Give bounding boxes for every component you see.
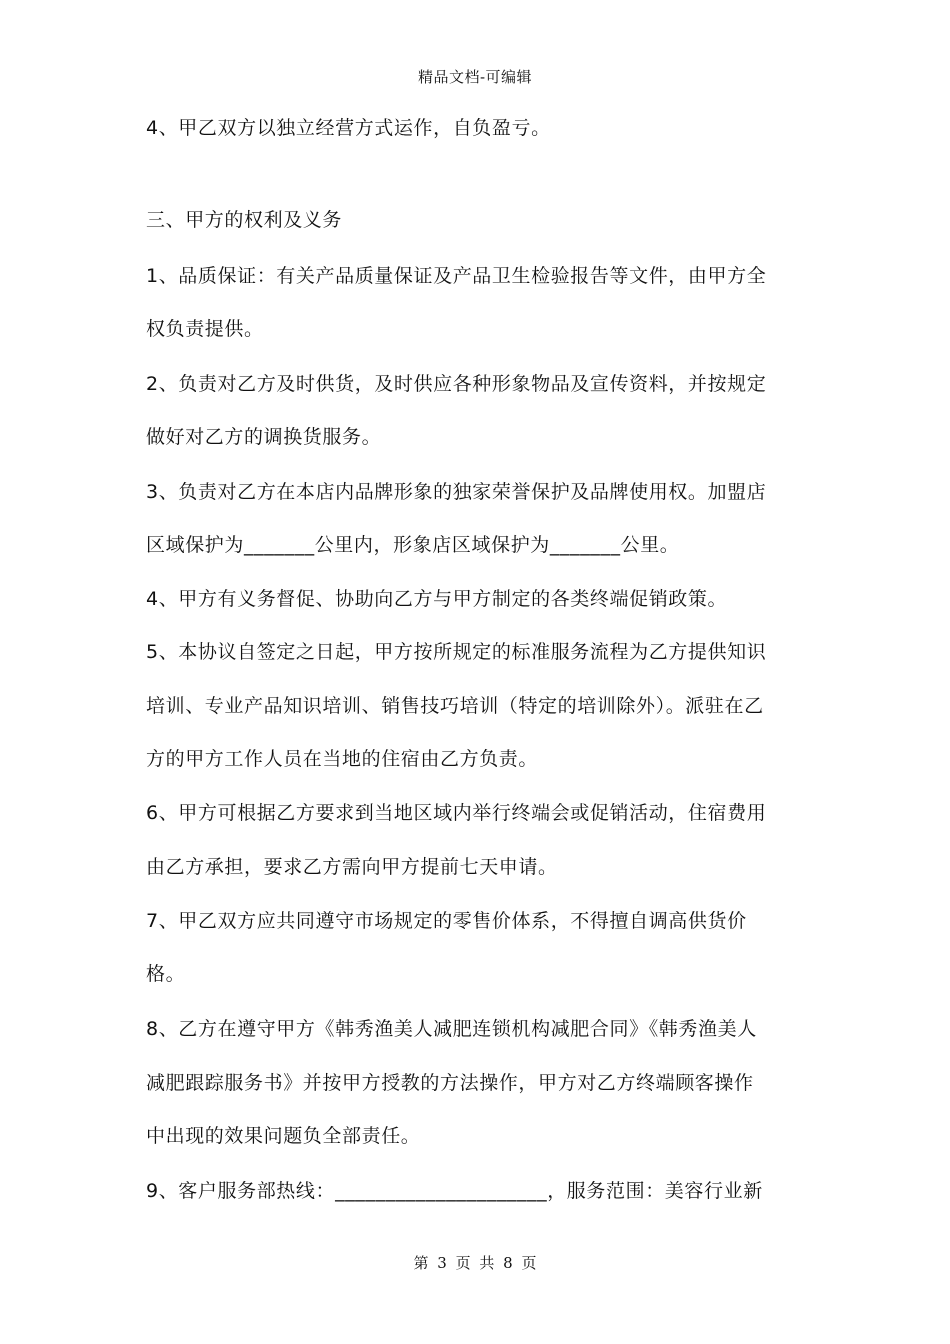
text-line: 1、品质保证：有关产品质量保证及产品卫生检验报告等文件，由甲方全 xyxy=(146,265,767,287)
text-line: 5、本协议自签定之日起，甲方按所规定的标准服务流程为乙方提供知识 xyxy=(146,641,767,663)
text-line: 7、甲乙双方应共同遵守市场规定的零售价体系，不得擅自调高供货价 xyxy=(146,910,747,932)
text-line: 2、负责对乙方及时供货，及时供应各种形象物品及宣传资料，并按规定 xyxy=(146,373,767,395)
text-line: 方的甲方工作人员在当地的住宿由乙方负责。 xyxy=(146,748,539,770)
text-line: 由乙方承担，要求乙方需向甲方提前七天申请。 xyxy=(146,856,558,878)
text-line: 权负责提供。 xyxy=(146,318,264,340)
text-line: 4、甲乙双方以独立经营方式运作，自负盈亏。 xyxy=(146,117,551,139)
text-line: 9、客户服务部热线：_____________________，服务范围：美容行业新 xyxy=(146,1180,763,1202)
text-line: 区域保护为_______公里内，形象店区域保护为_______公里。 xyxy=(146,534,680,556)
text-line: 格。 xyxy=(146,963,186,985)
text-line: 减肥跟踪服务书》并按甲方授教的方法操作，甲方对乙方终端顾客操作 xyxy=(146,1072,754,1094)
text-line: 中出现的效果问题负全部责任。 xyxy=(146,1125,421,1147)
text-line: 8、乙方在遵守甲方《韩秀渔美人减肥连锁机构减肥合同》《韩秀渔美人 xyxy=(146,1018,757,1040)
text-line: 4、甲方有义务督促、协助向乙方与甲方制定的各类终端促销政策。 xyxy=(146,588,728,610)
text-line: 做好对乙方的调换货服务。 xyxy=(146,426,382,448)
text-line: 6、甲方可根据乙方要求到当地区域内举行终端会或促销活动，住宿费用 xyxy=(146,802,767,824)
page-header: 精品文档-可编辑 xyxy=(417,68,533,86)
text-line: 培训、专业产品知识培训、销售技巧培训（特定的培训除外）。派驻在乙 xyxy=(146,695,764,717)
page-number: 第 3 页 共 8 页 xyxy=(413,1254,537,1272)
text-line: 3、负责对乙方在本店内品牌形象的独家荣誉保护及品牌使用权。加盟店 xyxy=(146,481,767,503)
section-heading: 三、甲方的权利及义务 xyxy=(146,209,343,231)
